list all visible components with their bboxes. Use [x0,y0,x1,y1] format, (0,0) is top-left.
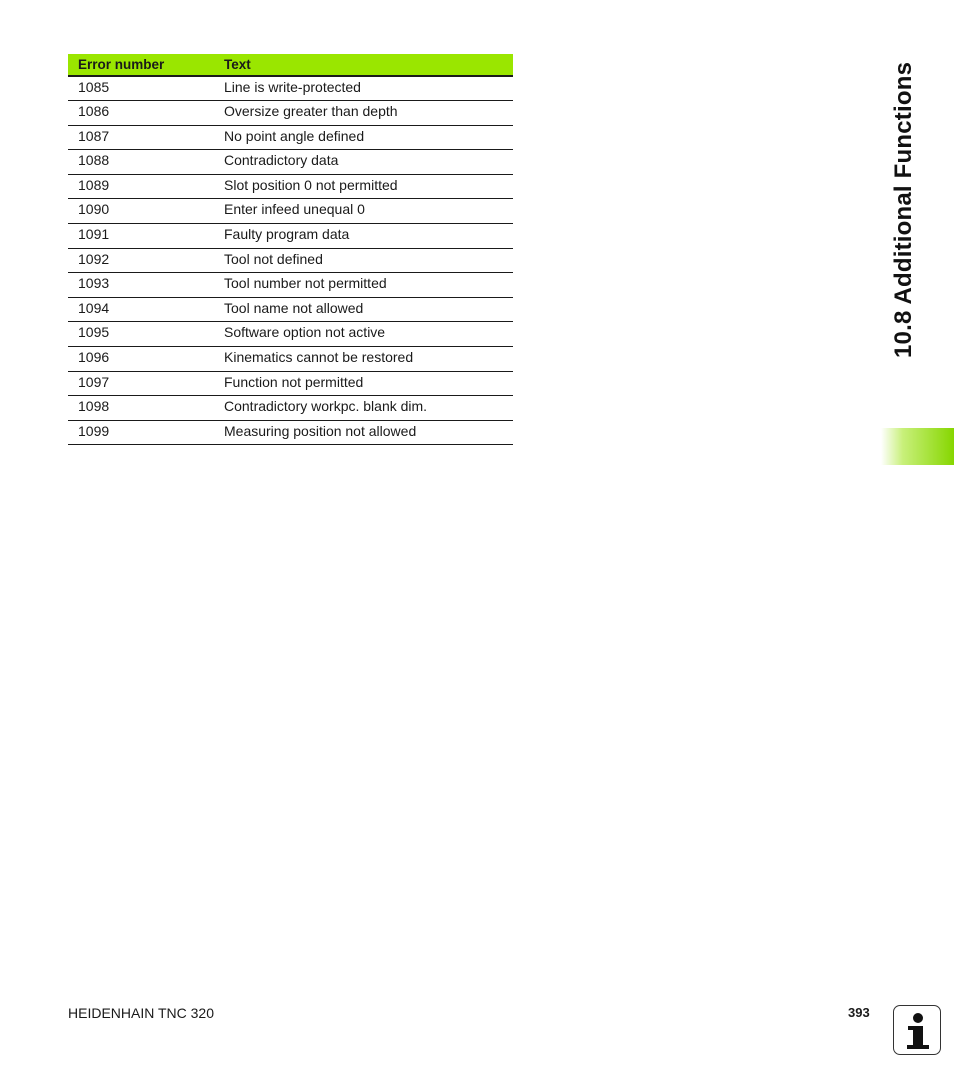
table-row [68,371,513,396]
error-text-cell: Measuring position not allowed [214,420,513,445]
error-text-cell: Function not permitted [214,371,513,396]
error-number-cell: 1087 [68,125,214,150]
error-text-cell: Tool not defined [214,248,513,273]
error-text-cell: Enter infeed unequal 0 [214,199,513,224]
error-number-cell: 1097 [68,371,214,396]
table-row [68,396,513,421]
error-number-cell: 1096 [68,347,214,372]
error-text-cell: Tool name not allowed [214,297,513,322]
error-number-cell: 1095 [68,322,214,347]
table-row [68,273,513,298]
error-text-cell: Faulty program data [214,224,513,249]
error-number-cell: 1092 [68,248,214,273]
error-text-cell: Tool number not permitted [214,273,513,298]
table-row [68,420,513,445]
table-row [68,248,513,273]
table-row [68,125,513,150]
info-icon-stem [913,1026,923,1047]
table-row [68,322,513,347]
column-header-error-number: Error number [68,54,214,76]
error-number-cell: 1089 [68,174,214,199]
error-number-cell: 1093 [68,273,214,298]
error-number-cell: 1091 [68,224,214,249]
table-row [68,76,513,101]
chapter-tab [881,428,954,465]
error-table [68,54,513,445]
error-text-cell: Line is write-protected [214,76,513,101]
error-number-cell: 1094 [68,297,214,322]
error-number-cell: 1098 [68,396,214,421]
page-number: 393 [848,1005,870,1020]
table-row [68,297,513,322]
table-row [68,224,513,249]
error-number-cell: 1086 [68,101,214,126]
error-text-cell: Software option not active [214,322,513,347]
table-row [68,199,513,224]
error-text-cell: Contradictory data [214,150,513,175]
error-text-cell: Contradictory workpc. blank dim. [214,396,513,421]
chapter-title: 10.8 Additional Functions [890,61,917,358]
table-row [68,101,513,126]
error-number-cell: 1085 [68,76,214,101]
table-row [68,174,513,199]
table-header-row [68,54,513,76]
error-number-cell: 1090 [68,199,214,224]
error-number-cell: 1088 [68,150,214,175]
error-text-cell: Kinematics cannot be restored [214,347,513,372]
info-icon-dot [913,1013,923,1023]
table-row [68,347,513,372]
table-row [68,150,513,175]
info-icon [893,1005,941,1055]
footer-brand: HEIDENHAIN TNC 320 [68,1005,215,1021]
table-body [68,76,513,445]
error-text-cell: No point angle defined [214,125,513,150]
error-text-cell: Oversize greater than depth [214,101,513,126]
info-icon-base [907,1045,929,1049]
error-number-cell: 1099 [68,420,214,445]
error-text-cell: Slot position 0 not permitted [214,174,513,199]
column-header-text: Text [214,54,513,76]
